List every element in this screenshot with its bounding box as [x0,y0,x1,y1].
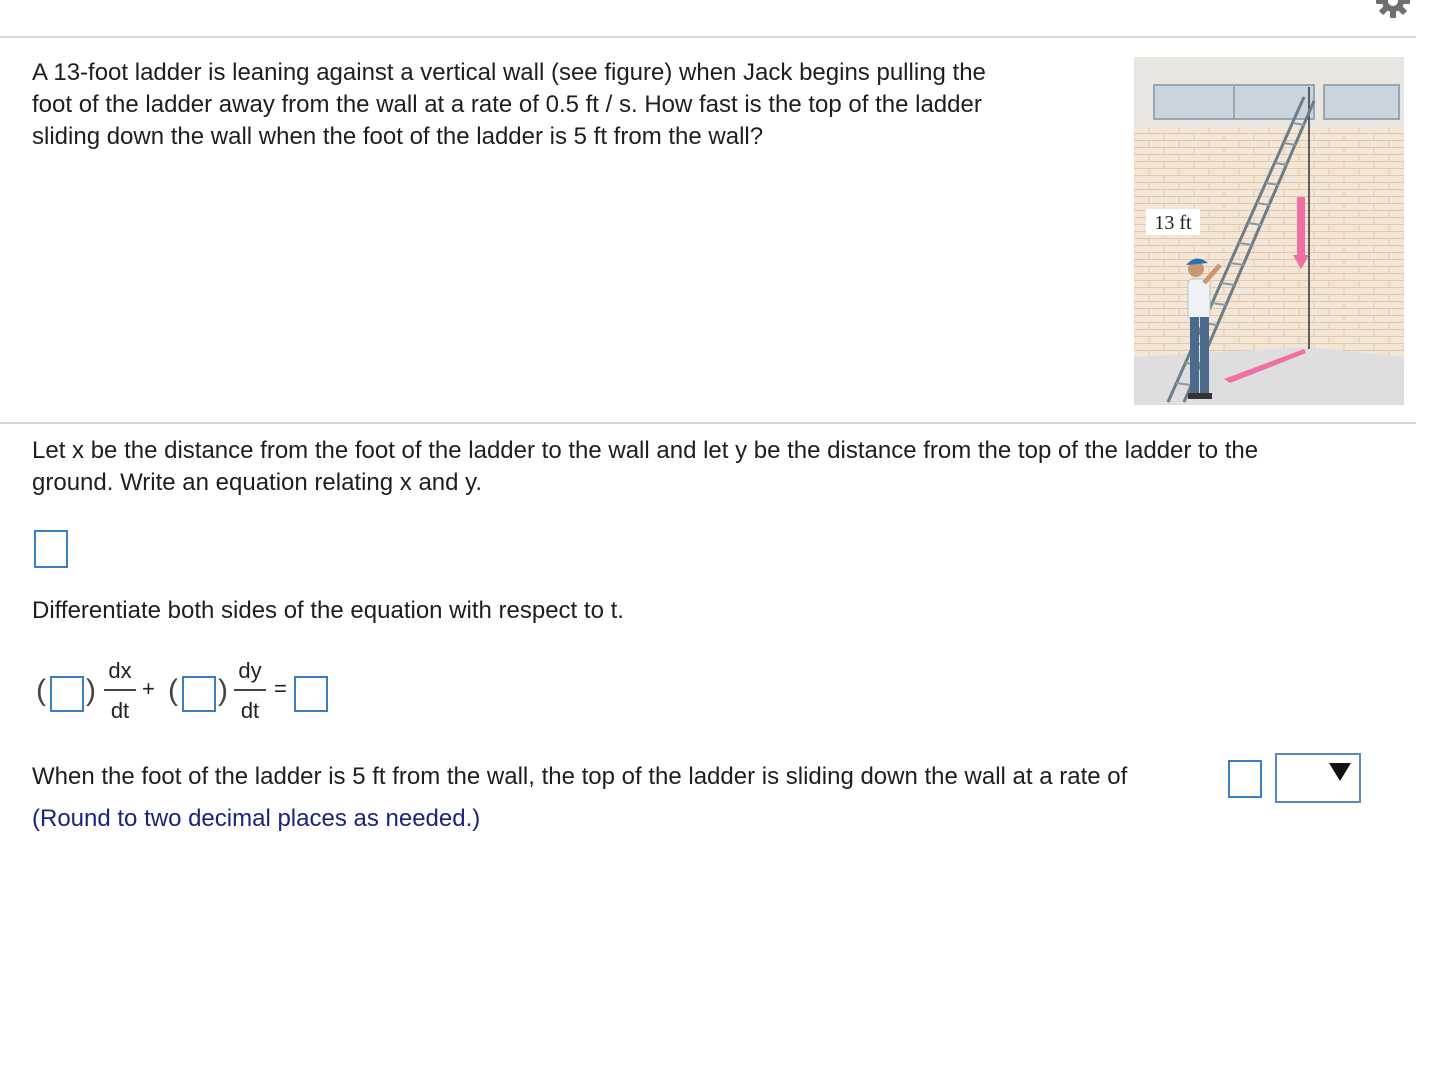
left-paren-2: ( [168,674,178,707]
ladder-illustration [1134,57,1404,405]
problem-statement [32,57,986,153]
dx-numerator: dx [108,658,132,683]
section-divider [0,422,1416,424]
problem-line-1: A 13-foot ladder is leaning against a vertical wall (see figure) when Jack begins pulling the [32,59,986,86]
gear-icon[interactable] [1376,0,1410,18]
dy-numerator: dy [238,658,262,683]
rounding-note: (Round to two decimal places as needed.) [32,805,481,832]
problem-line-3: sliding down the wall when the foot of the ladder is 5 ft from the wall? [32,123,764,150]
equals-sign: = [274,676,287,701]
ladder-figure [1134,57,1404,405]
dx-dt-fraction [104,658,136,724]
plus-sign: + [142,676,155,701]
left-paren-1: ( [36,674,46,707]
units-dropdown[interactable] [1275,753,1361,803]
dy-coefficient-box[interactable] [182,676,216,712]
right-paren-2: ) [218,674,228,707]
top-divider [0,36,1416,38]
fraction-bar [104,689,136,691]
part1-prompt [32,435,1258,499]
rhs-answer-box[interactable] [294,676,328,712]
part3-prompt: When the foot of the ladder is 5 ft from the wall, the top of the ladder is sliding down the wall at a rate of [32,763,1128,790]
part1-line-2: ground. Write an equation relating x and y. [32,469,483,496]
problem-line-2: foot of the ladder away from the wall at a rate of 0.5 ft / s. How fast is the top of the ladder [32,91,982,118]
dx-coefficient-box[interactable] [50,676,84,712]
ladder-length-label: 13 ft [1154,212,1192,234]
part1-line-1: Let x be the distance from the foot of the ladder to the wall and let y be the distance from the top of the ladder to the [32,437,1259,464]
dy-denominator: dt [240,698,260,723]
dx-denominator: dt [110,698,130,723]
dy-dt-fraction [234,658,266,724]
dropdown-arrow-icon [1329,763,1351,781]
fraction-bar [234,689,266,691]
rate-answer-box[interactable] [1228,760,1262,798]
equation-answer-box[interactable] [34,530,68,568]
right-paren-1: ) [86,674,96,707]
part2-instruction: Differentiate both sides of the equation with respect to t. [32,597,624,624]
